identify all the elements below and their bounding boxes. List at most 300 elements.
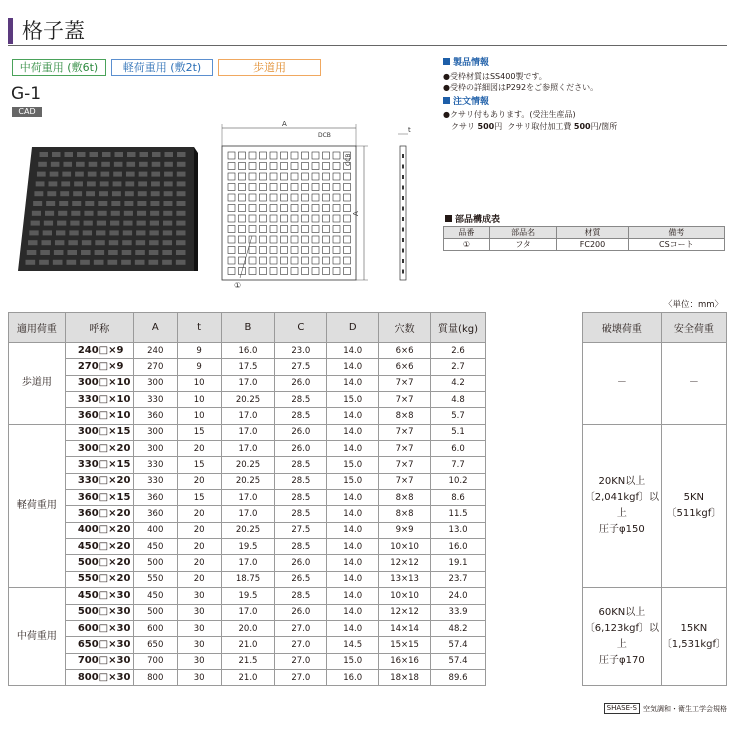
- spec-cell: 57.4: [431, 653, 486, 669]
- grate-hole: [77, 152, 86, 157]
- grate-hole: [163, 240, 172, 245]
- load-row: [583, 588, 727, 686]
- drawing-hole: [281, 236, 288, 243]
- grate-hole: [54, 250, 64, 255]
- grate-hole: [108, 260, 118, 265]
- drawing-hole: [333, 173, 340, 180]
- drawing-hole: [291, 215, 298, 222]
- spec-designation: 330□×20: [65, 473, 133, 489]
- drawing-hole: [260, 268, 267, 275]
- grate-hole: [115, 152, 124, 157]
- grate-hole: [163, 201, 172, 206]
- drawing-hole: [239, 173, 246, 180]
- spec-cell: 5.7: [431, 408, 486, 424]
- spec-cell: 4.2: [431, 375, 486, 391]
- spec-cell: 23.7: [431, 571, 486, 587]
- spec-designation: 450□×20: [65, 539, 133, 555]
- drawing-hole: [260, 236, 267, 243]
- spec-cell: 27.0: [275, 653, 327, 669]
- drawing-hole: [312, 163, 319, 170]
- grate-hole: [123, 221, 132, 226]
- drawing-hole: [291, 205, 298, 212]
- drawing-hole: [302, 268, 309, 275]
- spec-row: [9, 653, 486, 669]
- drawing-hole: [291, 257, 298, 264]
- load-line: 20KN以上: [598, 476, 646, 487]
- spec-cell: 4.8: [431, 392, 486, 408]
- spec-cell: 19.5: [221, 588, 275, 604]
- spec-designation: 360□×15: [65, 490, 133, 506]
- spec-cell: 14.0: [327, 506, 379, 522]
- grate-hole: [37, 172, 46, 177]
- drawing-hole: [333, 226, 340, 233]
- grate-hole: [32, 211, 41, 216]
- spec-row: [9, 669, 486, 685]
- drawing-hole: [270, 194, 277, 201]
- spec-cell: 8.6: [431, 490, 486, 506]
- grate-hole: [98, 201, 107, 206]
- grate-hole: [86, 191, 95, 196]
- grate-hole: [94, 260, 104, 265]
- load-line: 60KN以上: [598, 606, 646, 618]
- safe-load: [661, 588, 726, 686]
- spec-cell: 500: [133, 555, 177, 571]
- spec-cell: 7.7: [431, 457, 486, 473]
- spec-cell: 26.0: [275, 441, 327, 457]
- drawing-hole: [270, 184, 277, 191]
- spec-cell: 20.25: [221, 473, 275, 489]
- load-line: 〔511kgf〕: [666, 508, 722, 519]
- spec-cell: 14.0: [327, 343, 379, 359]
- drawing-hole: [249, 194, 256, 201]
- grate-hole: [125, 181, 134, 186]
- spec-cell: 57.4: [431, 637, 486, 653]
- grate-hole: [152, 162, 161, 167]
- grate-hole: [177, 162, 186, 167]
- drawing-hole: [249, 163, 256, 170]
- spec-cell: 26.0: [275, 375, 327, 391]
- grate-hole: [137, 211, 146, 216]
- spec-cell: 10×10: [379, 539, 431, 555]
- model-number: G-1: [11, 84, 42, 104]
- spec-cell: 330: [133, 473, 177, 489]
- spec-cell: 30: [177, 637, 221, 653]
- spec-cell: 20: [177, 539, 221, 555]
- spec-cell: 16.0: [327, 669, 379, 685]
- grate-hole: [112, 191, 121, 196]
- load-table: [582, 312, 727, 686]
- technical-drawing: [212, 116, 418, 296]
- drawing-hole: [291, 163, 298, 170]
- spec-row: [9, 490, 486, 506]
- safe-load: [661, 343, 726, 425]
- spec-cell: 330: [133, 392, 177, 408]
- spec-cell: 10×10: [379, 588, 431, 604]
- load-header: 安全荷重: [661, 313, 726, 343]
- drawing-hole: [249, 226, 256, 233]
- grate-hole: [99, 191, 108, 196]
- grate-hole: [39, 260, 49, 265]
- spec-cell: 30: [177, 653, 221, 669]
- spec-cell: 400: [133, 522, 177, 538]
- spec-cell: 17.0: [221, 375, 275, 391]
- product-info-line: ●受枠の詳細図はP292をご参照ください。: [443, 83, 599, 92]
- spec-cell: 12×12: [379, 555, 431, 571]
- side-slot: [402, 270, 404, 274]
- drawing-hole: [312, 194, 319, 201]
- grate-hole: [57, 221, 66, 226]
- load-line: 15KN: [680, 622, 708, 634]
- grate-hole: [149, 230, 158, 235]
- drawing-hole: [270, 268, 277, 275]
- grate-hole: [55, 240, 64, 245]
- spec-cell: 14.0: [327, 620, 379, 636]
- drawing-hole: [270, 236, 277, 243]
- title-accent: [8, 18, 13, 44]
- grate-hole: [33, 201, 42, 206]
- drawing-hole: [228, 152, 235, 159]
- drawing-hole: [323, 215, 330, 222]
- drawing-hole: [249, 247, 256, 254]
- grate-hole: [46, 201, 55, 206]
- spec-cell: 21.0: [221, 637, 275, 653]
- drawing-hole: [333, 247, 340, 254]
- drawing-hole: [270, 205, 277, 212]
- grate-hole: [176, 201, 185, 206]
- spec-header: C: [275, 313, 327, 343]
- grate-hole: [121, 260, 131, 265]
- drawing-hole: [270, 173, 277, 180]
- spec-cell: 28.5: [275, 588, 327, 604]
- drawing-hole: [260, 215, 267, 222]
- grate-hole: [83, 230, 92, 235]
- drawing-hole: [291, 194, 298, 201]
- grate-hole: [138, 181, 147, 186]
- spec-designation: 650□×30: [65, 637, 133, 653]
- spec-cell: 14.0: [327, 539, 379, 555]
- spec-cell: 240: [133, 343, 177, 359]
- grate-hole: [135, 250, 145, 255]
- drawing-hole: [344, 173, 351, 180]
- spec-cell: 7×7: [379, 392, 431, 408]
- drawing-hole: [323, 173, 330, 180]
- drawing-hole: [344, 236, 351, 243]
- load-row: [583, 343, 727, 425]
- grate-hole: [50, 172, 59, 177]
- drawing-hole: [281, 268, 288, 275]
- order-info-line: ●クサリ付もあります。(受注生産品): [443, 110, 576, 119]
- drawing-hole: [260, 226, 267, 233]
- grate-hole: [88, 172, 97, 177]
- drawing-hole: [239, 163, 246, 170]
- footer-text: 空気調和・衛生工学会規格: [643, 704, 727, 713]
- grate-hole: [31, 221, 40, 226]
- spec-designation: 330□×10: [65, 392, 133, 408]
- grate-hole: [62, 172, 71, 177]
- spec-row: [9, 473, 486, 489]
- drawing-hole: [333, 236, 340, 243]
- spec-cell: 330: [133, 457, 177, 473]
- spec-row: [9, 343, 486, 359]
- drawing-hole: [249, 257, 256, 264]
- grate-hole: [67, 260, 77, 265]
- grate-hole: [81, 250, 91, 255]
- drawing-hole: [333, 215, 340, 222]
- drawing-hole: [323, 184, 330, 191]
- grate-hole: [126, 172, 135, 177]
- side-slot: [402, 238, 404, 242]
- spec-cell: 23.0: [275, 343, 327, 359]
- drawing-hole: [344, 184, 351, 191]
- grate-hole: [68, 240, 77, 245]
- drawing-hole: [291, 152, 298, 159]
- grate-hole: [150, 221, 159, 226]
- grate-hole: [110, 221, 119, 226]
- drawing-hole: [281, 184, 288, 191]
- spec-cell: 14.5: [327, 637, 379, 653]
- drawing-hole: [312, 215, 319, 222]
- spec-cell: 28.5: [275, 473, 327, 489]
- spec-cell: 11.5: [431, 506, 486, 522]
- spec-cell: 14×14: [379, 620, 431, 636]
- spec-cell: 14.0: [327, 441, 379, 457]
- grate-hole: [97, 221, 106, 226]
- spec-designation: 700□×30: [65, 653, 133, 669]
- grate-hole: [114, 162, 123, 167]
- spec-cell: 15.0: [327, 473, 379, 489]
- spec-cell: 2.6: [431, 343, 486, 359]
- grate-hole: [63, 162, 72, 167]
- grate-hole: [109, 230, 118, 235]
- drawing-hole: [323, 268, 330, 275]
- tag-medium-load: 中荷重用 (敷6t): [12, 59, 106, 76]
- grate-hole: [60, 191, 69, 196]
- spec-designation: 300□×20: [65, 441, 133, 457]
- load-header: 破壊荷重: [583, 313, 662, 343]
- spec-cell: 14.0: [327, 359, 379, 375]
- side-slot: [402, 228, 404, 232]
- grate-hole: [136, 240, 145, 245]
- drawing-hole: [249, 205, 256, 212]
- drawing-hole: [281, 226, 288, 233]
- spec-designation: 270□×9: [65, 359, 133, 375]
- drawing-hole: [249, 173, 256, 180]
- spec-cell: 6×6: [379, 359, 431, 375]
- grate-hole: [136, 230, 145, 235]
- spec-cell: 17.0: [221, 441, 275, 457]
- grate-hole: [56, 230, 65, 235]
- grate-hole: [61, 181, 70, 186]
- drawing-hole: [302, 173, 309, 180]
- grate-hole: [126, 162, 135, 167]
- spec-cell: 14.0: [327, 588, 379, 604]
- grate-hole: [84, 221, 93, 226]
- load-line: －: [616, 377, 627, 389]
- grate-hole: [34, 191, 43, 196]
- drawing-hole: [323, 247, 330, 254]
- grate-hole: [29, 230, 38, 235]
- grate-hole: [47, 191, 56, 196]
- grate-hole: [165, 152, 174, 157]
- drawing-hole: [302, 205, 309, 212]
- grate-hole: [101, 172, 110, 177]
- spec-header: t: [177, 313, 221, 343]
- spec-cell: 300: [133, 424, 177, 440]
- drawing-hole: [249, 215, 256, 222]
- spec-cell: 16.0: [431, 539, 486, 555]
- spec-cell: 19.1: [431, 555, 486, 571]
- grate-hole: [27, 250, 37, 255]
- spec-cell: 14.0: [327, 604, 379, 620]
- load-group-name: 歩道用: [9, 343, 66, 425]
- grate-hole: [51, 162, 60, 167]
- dim-dcb: DCB: [318, 132, 331, 139]
- spec-designation: 240□×9: [65, 343, 133, 359]
- grate-hole: [71, 211, 80, 216]
- grate-hole: [162, 250, 172, 255]
- drawing-hole: [333, 205, 340, 212]
- spec-row: [9, 620, 486, 636]
- drawing-hole: [260, 163, 267, 170]
- spec-cell: 14.0: [327, 571, 379, 587]
- grate-hole: [65, 152, 74, 157]
- spec-cell: 30: [177, 669, 221, 685]
- grate-hole: [67, 250, 77, 255]
- grate-hole: [163, 211, 172, 216]
- grate-hole: [40, 250, 50, 255]
- grate-hole: [98, 211, 107, 216]
- unit-note: 〈単位：mm〉: [663, 300, 723, 310]
- parts-table: [443, 226, 725, 251]
- spec-cell: 450: [133, 588, 177, 604]
- drawing-hole: [312, 152, 319, 159]
- spec-header: D: [327, 313, 379, 343]
- drawing-hole: [228, 257, 235, 264]
- spec-cell: 5.1: [431, 424, 486, 440]
- grate-hole: [75, 172, 84, 177]
- spec-cell: 500: [133, 604, 177, 620]
- grate-hole: [108, 250, 118, 255]
- side-slot: [402, 186, 404, 190]
- spec-cell: 300: [133, 375, 177, 391]
- drawing-hole: [260, 194, 267, 201]
- drawing-hole: [291, 247, 298, 254]
- grate-hole: [87, 181, 96, 186]
- tag-sidewalk: 歩道用: [218, 59, 321, 76]
- spec-cell: 14.0: [327, 375, 379, 391]
- spec-cell: 14.0: [327, 555, 379, 571]
- drawing-hole: [281, 163, 288, 170]
- cad-badge[interactable]: CAD: [12, 107, 42, 117]
- drawing-hole: [260, 173, 267, 180]
- grate-hole: [152, 152, 161, 157]
- spec-cell: 28.5: [275, 539, 327, 555]
- spec-cell: 17.0: [221, 408, 275, 424]
- spec-designation: 360□×10: [65, 408, 133, 424]
- drawing-hole: [228, 205, 235, 212]
- drawing-hole: [239, 184, 246, 191]
- grate-hole: [123, 230, 132, 235]
- spec-cell: 19.5: [221, 539, 275, 555]
- spec-cell: 17.0: [221, 506, 275, 522]
- drawing-hole: [228, 215, 235, 222]
- grate-hole: [177, 181, 186, 186]
- grate-hole: [149, 260, 159, 265]
- drawing-hole: [249, 152, 256, 159]
- grate-hole: [164, 172, 173, 177]
- spec-header: 呼称: [65, 313, 133, 343]
- spec-cell: 27.0: [275, 637, 327, 653]
- spec-cell: 800: [133, 669, 177, 685]
- drawing-hole: [228, 226, 235, 233]
- spec-cell: 26.5: [275, 571, 327, 587]
- spec-cell: 27.0: [275, 620, 327, 636]
- load-line: －: [688, 377, 699, 389]
- drawing-hole: [302, 226, 309, 233]
- grate-hole: [96, 230, 105, 235]
- drawing-hole: [323, 257, 330, 264]
- product-photo: [18, 143, 208, 273]
- spec-row: [9, 588, 486, 604]
- spec-cell: 10: [177, 375, 221, 391]
- grate-hole: [176, 240, 185, 245]
- parts-header: 材質: [557, 227, 628, 239]
- drawing-hole: [270, 257, 277, 264]
- grate-hole: [151, 181, 160, 186]
- drawing-hole: [291, 236, 298, 243]
- spec-header: 適用荷重: [9, 313, 66, 343]
- spec-cell: 8×8: [379, 506, 431, 522]
- grate-hole: [122, 250, 132, 255]
- grate-hole: [151, 191, 160, 196]
- drawing-hole: [344, 194, 351, 201]
- spec-cell: 550: [133, 571, 177, 587]
- grate-hole: [95, 240, 104, 245]
- spec-cell: 28.5: [275, 506, 327, 522]
- drawing-hole: [260, 257, 267, 264]
- dim-a-side: A: [352, 211, 360, 216]
- grate-hole: [102, 152, 111, 157]
- grate-hole: [162, 260, 172, 265]
- drawing-hole: [302, 215, 309, 222]
- drawing-hole: [312, 184, 319, 191]
- tag-light-load: 軽荷重用 (敷2t): [111, 59, 213, 76]
- spec-cell: 21.5: [221, 653, 275, 669]
- spec-designation: 500□×30: [65, 604, 133, 620]
- spec-cell: 30: [177, 620, 221, 636]
- grate-hole: [150, 201, 159, 206]
- grate-hole: [70, 221, 79, 226]
- spec-cell: 10.2: [431, 473, 486, 489]
- grate-hole: [109, 240, 118, 245]
- spec-cell: 9×9: [379, 522, 431, 538]
- spec-row: [9, 604, 486, 620]
- parts-row: ① フタ FC200 CSコート: [444, 239, 725, 251]
- spec-row: [9, 424, 486, 440]
- grate-hole: [72, 201, 81, 206]
- grate-hole: [43, 230, 52, 235]
- spec-cell: 360: [133, 506, 177, 522]
- drawing-hole: [281, 173, 288, 180]
- load-tags: [12, 59, 321, 76]
- grate-hole: [44, 221, 53, 226]
- grate-hole: [177, 191, 186, 196]
- side-slot: [402, 154, 404, 158]
- spec-cell: 15.0: [327, 392, 379, 408]
- spec-cell: 21.0: [221, 669, 275, 685]
- side-slot: [402, 259, 404, 263]
- spec-cell: 17.0: [221, 490, 275, 506]
